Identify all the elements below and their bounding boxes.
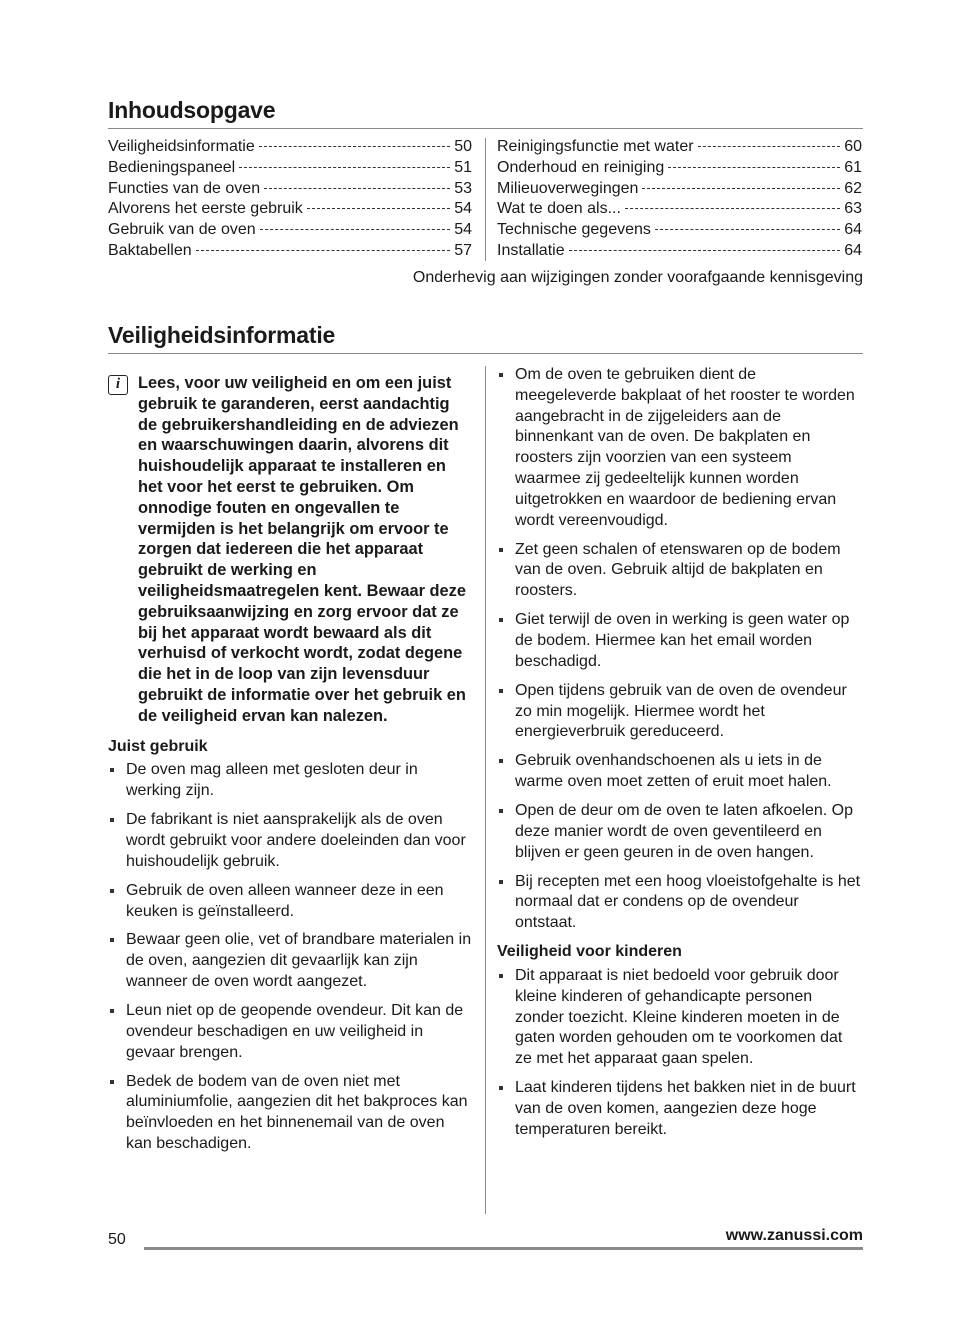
section-title: Veiligheidsinformatie	[108, 322, 336, 348]
list-item: Bewaar geen olie, vet of brandbare materialen in de oven, aangezien dit gevaarlijk kan zijn wanneer de oven wordt aangezet.	[108, 930, 472, 992]
toc-entry[interactable]: Milieuoverwegingen 62	[497, 179, 862, 197]
toc-entry[interactable]: Onderhoud en reiniging 61	[497, 158, 862, 176]
list-item: Bedek de bodem van de oven niet met aluminiumfolie, aangezien dit het bakproces kan beïnvloeden en het binnenemail van de oven kan beschadigen.	[108, 1072, 472, 1155]
list-item: Dit apparaat is niet bedoeld voor gebruik door kleine kinderen of gehandicapte personen zonder toezicht. Kleine kinderen moeten in de gaten worden gehouden om te voorkomen dat ze met het apparaat gaan spelen.	[497, 966, 861, 1070]
toc-entry[interactable]: Wat te doen als... 63	[497, 200, 862, 218]
subheading-correct-use: Juist gebruik	[108, 737, 208, 755]
toc-title: Inhoudsopgave	[108, 97, 276, 123]
toc-entry[interactable]: Technische gegevens 64	[497, 221, 862, 239]
list-item: Leun niet op de geopende ovendeur. Dit kan de ovendeur beschadigen en uw veiligheid in gevaar brengen.	[108, 1001, 472, 1063]
list-item: Gebruik ovenhandschoenen als u iets in de warme oven moet zetten of eruit moet halen.	[497, 751, 861, 793]
list-item: Giet terwijl de oven in werking is geen water op de bodem. Hiermee kan het email worden beschadigd.	[497, 610, 861, 672]
toc-right-column	[497, 137, 862, 262]
list-item: Zet geen schalen of etenswaren op de bodem van de oven. Gebruik altijd de bakplaten en roosters.	[497, 540, 861, 602]
list-item: Open tijdens gebruik van de oven de ovendeur zo min mogelijk. Hiermee wordt het energieverbruik gereduceerd.	[497, 681, 861, 743]
usage-list	[497, 365, 861, 934]
toc-entry[interactable]: Reinigingsfunctie met water 60	[497, 138, 862, 155]
toc-entry[interactable]: Alvorens het eerste gebruik 54	[108, 200, 472, 218]
toc-left-column	[108, 137, 472, 262]
safety-left-column	[108, 373, 472, 1163]
list-item: Bij recepten met een hoog vloeistofgehalte is het normaal dat er condens op de ovendeur ontstaat.	[497, 872, 861, 934]
section-title-rule	[108, 353, 863, 354]
list-item: Open de deur om de oven te laten afkoelen. Op deze manier wordt de oven geventileerd en blijven er geen geuren in de oven hangen.	[497, 801, 861, 863]
list-item: De fabrikant is niet aansprakelijk als de oven wordt gebruikt voor andere doeleinden dan voor huishoudelijk gebruik.	[108, 810, 472, 872]
toc-title-rule	[108, 128, 863, 129]
website-link[interactable]: www.zanussi.com	[725, 1227, 863, 1244]
info-notice-text: Lees, voor uw veiligheid en om een juist gebruik te garanderen, eerst aandachtig de gebruikershandleiding en de adviezen en waarschuwingen daarin, alvorens dit huishoudelijk apparaat te installeren en het voor het eerst te gebruiken. Om onnodige fouten en ongevallen te vermijden is het belangrijk om ervoor te zorgen dat iedereen die het apparaat gebruikt de werking en veiligheidsmaatregelen kent. Bewaar deze gebruiksaanwijzing en zorg ervoor dat ze bij het apparaat wordt bewaard als dit verhuisd of verkocht wordt, zodat degene die het in de loop van zijn levensduur gebruikt de informatie over het gebruik en de veiligheid ervan kan nalezen.	[138, 374, 466, 725]
toc-column-divider	[485, 138, 486, 261]
list-item: De oven mag alleen met gesloten deur in werking zijn.	[108, 760, 472, 802]
list-item: Om de oven te gebruiken dient de meegeleverde bakplaat of het rooster te worden aangebracht in de zijgeleiders aan de binnenkant van de oven. De bakplaten en roosters zijn voorzien van een systeem waarmee zij gedeeltelijk kunnen worden uitgetrokken en waardoor de bediening ervan wordt vereenvoudigd.	[497, 365, 861, 531]
footer-rule	[144, 1247, 863, 1250]
child-safety-list	[497, 966, 861, 1141]
info-notice	[108, 373, 472, 727]
page-number: 50	[108, 1231, 126, 1248]
correct-use-list	[108, 760, 472, 1154]
toc-entry[interactable]: Baktabellen 57	[108, 241, 472, 259]
info-icon: i	[108, 375, 128, 395]
toc-entry[interactable]: Bedieningspaneel 51	[108, 158, 472, 176]
content-column-divider	[485, 366, 486, 1214]
toc-entry[interactable]: Gebruik van de oven 54	[108, 221, 472, 239]
list-item: Laat kinderen tijdens het bakken niet in de buurt van de oven komen, aangezien deze hoge temperaturen bereikt.	[497, 1078, 861, 1140]
list-item: Gebruik de oven alleen wanneer deze in een keuken is geïnstalleerd.	[108, 881, 472, 923]
toc-entry[interactable]: Functies van de oven 53	[108, 179, 472, 197]
subheading-child-safety: Veiligheid voor kinderen	[497, 943, 682, 961]
toc-entry[interactable]: Installatie 64	[497, 241, 862, 259]
toc-entry[interactable]: Veiligheidsinformatie 50	[108, 138, 472, 155]
change-notice: Onderhevig aan wijzigingen zonder voorafgaande kennisgeving	[412, 269, 863, 286]
safety-right-column	[497, 365, 861, 1149]
